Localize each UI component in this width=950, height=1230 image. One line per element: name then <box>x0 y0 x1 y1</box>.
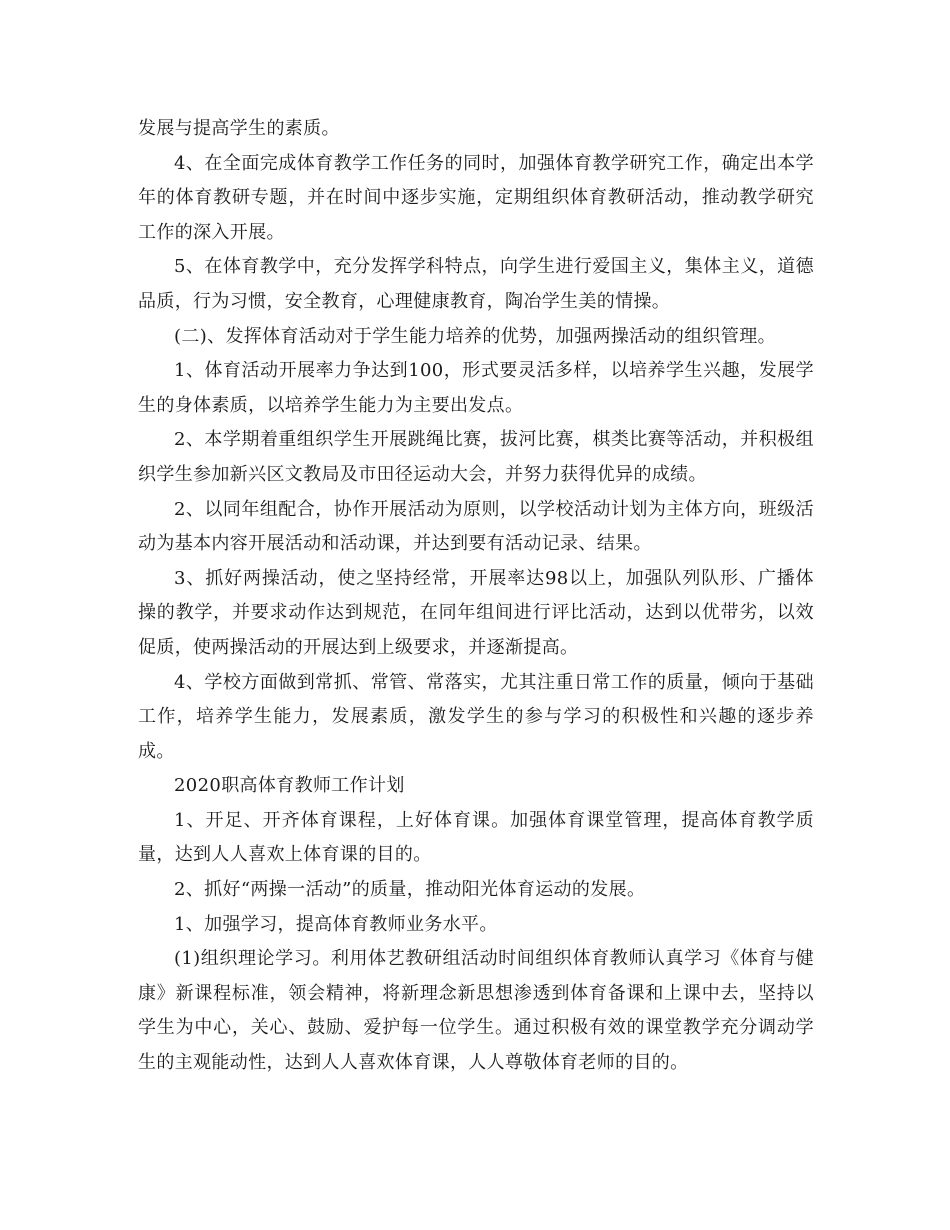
paragraph-item-1-courses: 1、开足、开齐体育课程，上好体育课。加强体育课堂管理，提高体育教学质量，达到人人喜欢上体育课的目的。 <box>138 809 814 866</box>
paragraph-item-1-study: 1、加强学习，提高体育教师业务水平。 <box>174 913 498 935</box>
paragraph-item-theory-study: (1)组织理论学习。利用体艺教研组活动时间组织体育教师认真学习《体育与健康》新课程标准，领会精神，将新理念新思想渗透到体育备课和上课中去，坚持以学生为中心，关心、鼓励、爱护每一位学生。通过积极有效的课堂教学充分调动学生的主观能动性，达到人人喜欢体育课，人人尊敬体育老师的目的。 <box>138 948 814 1074</box>
document-subtitle: 2020职高体育教师工作计划 <box>174 775 405 797</box>
paragraph-item-1-activity-rate: 1、体育活动开展率力争达到100，形式要灵活多样，以培养学生兴趣，发展学生的身体素质，以培养学生能力为主要出发点。 <box>138 360 814 416</box>
paragraph-item-4-school: 4、学校方面做到常抓、常管、常落实，尤其注重日常工作的质量，倾向于基础工作，培养学生能力，发展素质，激发学生的参与学习的积极性和兴趣的逐步养成。 <box>138 671 814 762</box>
paragraph-item-2-competitions: 2、本学期着重组织学生开展跳绳比赛，拔河比赛，棋类比赛等活动，并积极组织学生参加新兴区文教局及市田径运动大会，并努力获得优异的成绩。 <box>138 429 814 485</box>
paragraph-item-3-exercises: 3、抓好两操活动，使之坚持经常，开展率达98以上，加强队列队形、广播体操的教学，并要求动作达到规范，在同年组间进行评比活动，达到以优带劣，以效促质，使两操活动的开展达到上级要求，并逐渐提高。 <box>138 567 814 658</box>
paragraph-item-2-sunshine: 2、抓好“两操一活动”的质量，推动阳光体育运动的发展。 <box>174 879 646 901</box>
paragraph-item-4-research: 4、在全面完成体育教学工作任务的同时，加强体育教学研究工作，确定出本学年的体育教研专题，并在时间中逐步实施，定期组织体育教研活动，推动教学研究工作的深入开展。 <box>138 152 814 243</box>
paragraph-item-5-education: 5、在体育教学中，充分发挥学科特点，向学生进行爱国主义，集体主义，道德品质，行为习惯，安全教育，心理健康教育，陶冶学生美的情操。 <box>138 256 814 312</box>
section-heading-2: (二)、发挥体育活动对于学生能力培养的优势，加强两操活动的组织管理。 <box>174 325 776 347</box>
document-body <box>138 112 814 1081</box>
paragraph-continuation: 发展与提高学生的素质。 <box>138 118 340 139</box>
paragraph-item-2-cooperation: 2、以同年组配合，协作开展活动为原则，以学校活动计划为主体方向，班级活动为基本内容开展活动和活动课，并达到要有活动记录、结果。 <box>138 498 814 555</box>
